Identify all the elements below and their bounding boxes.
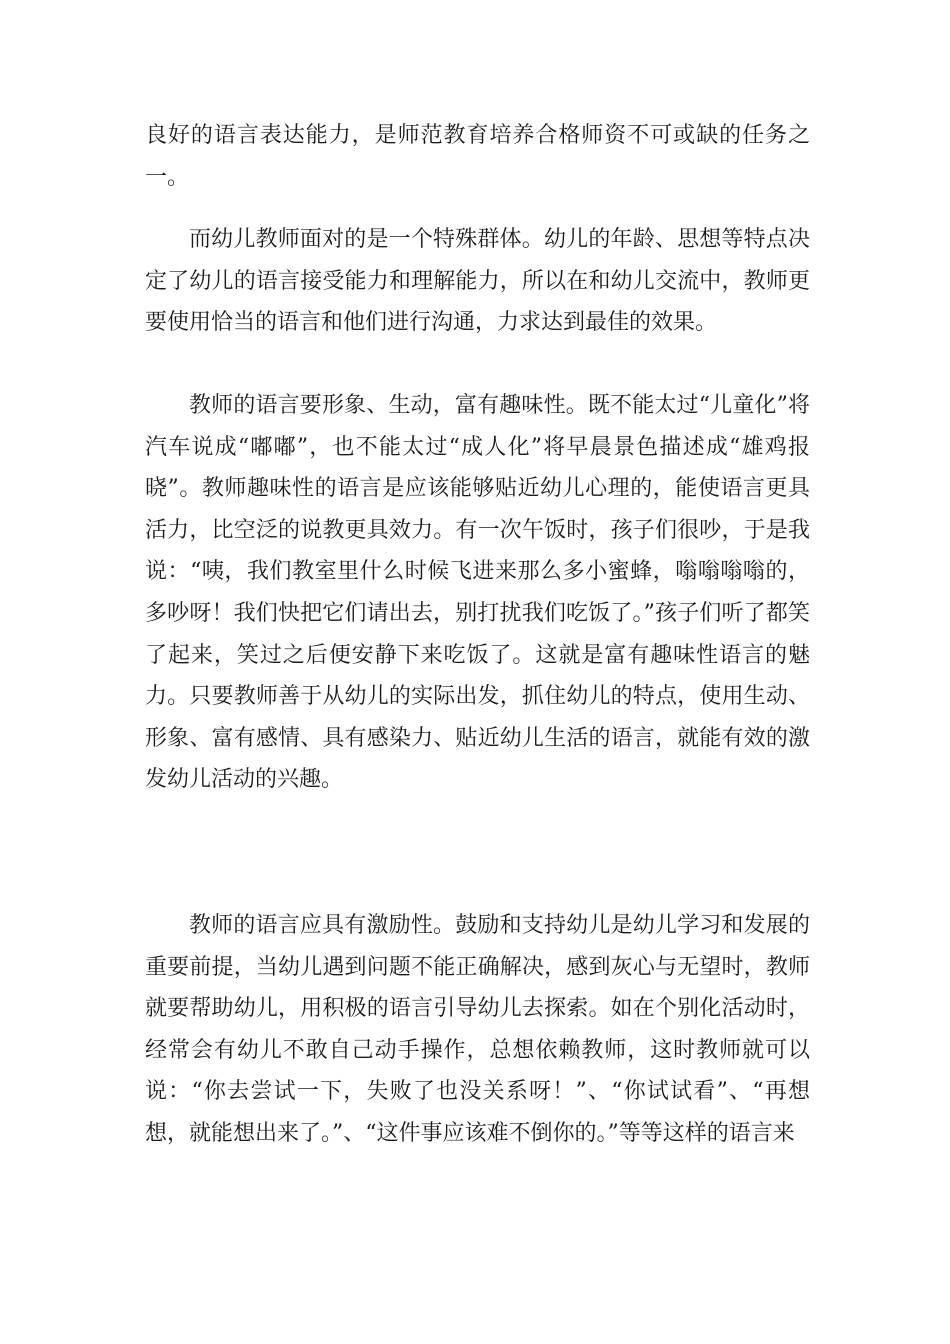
paragraph-4: 教师的语言应具有激励性。鼓励和支持幼儿是幼儿学习和发展的重要前提，当幼儿遇到问题不能正确解决，感到灰心与无望时，教师就要帮助幼儿，用积极的语言引导幼儿去探索。如在个别化活动时，经常会有幼儿不敢自己动手操作，总想依赖教师，这时教师就可以说：“你去尝试一下，失败了也没关系呀！”、“你试试看”、“再想想，就能想出来了。”、“这件事应该难不倒你的。”等等这样的语言来	[145, 913, 810, 1146]
paragraph-2: 而幼儿教师面对的是一个特殊群体。幼儿的年龄、思想等特点决定了幼儿的语言接受能力和理解能力，所以在和幼儿交流中，教师更要使用恰当的语言和他们进行沟通，力求达到最佳的效果。	[145, 227, 810, 336]
paragraph-1: 良好的语言表达能力，是师范教育培养合格师资不可或缺的任务之一。	[145, 123, 810, 190]
paragraph-3: 教师的语言要形象、生动，富有趣味性。既不能太过“儿童化”将汽车说成“嘟嘟”，也不能太过“成人化”将早晨景色描述成“雄鸡报晓”。教师趣味性的语言是应该能够贴近幼儿心理的，能使语言更具活力，比空泛的说教更具效力。有一次午饭时，孩子们很吵，于是我说：“咦，我们教室里什么时候飞进来那么多小蜜蜂，嗡嗡嗡嗡的，多吵呀！我们快把它们请出去，别打扰我们吃饭了。”孩子们听了都笑了起来，笑过之后便安静下来吃饭了。这就是富有趣味性语言的魅力。只要教师善于从幼儿的实际出发，抓住幼儿的特点，使用生动、形象、富有感情、具有感染力、贴近幼儿生活的语言，就能有效的激发幼儿活动的兴趣。	[145, 393, 810, 793]
